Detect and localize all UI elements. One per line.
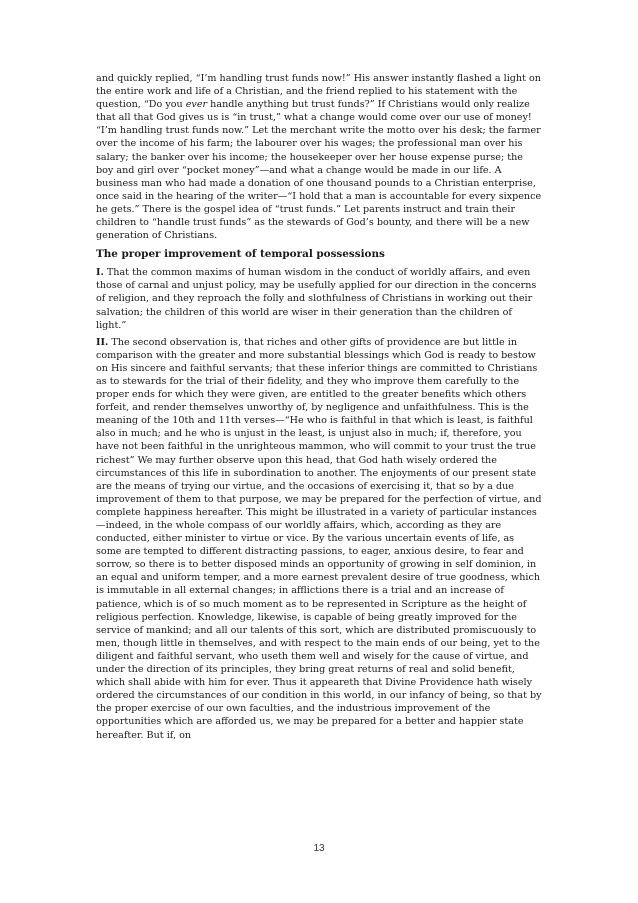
paragraph-text: The second observation is, that riches and other gifts of providence are but little in comparison with the greater and more substantial blessings which God is ready to bestow on His sincere and faithful servants; that these inferior things are committed to Christians as to stewards for the trial of their fidelity, and they who improve them carefully to the proper ends for which they were given, are entitled to the greater benefits which others forfeit, and render themselves unworthy of, by negligence and unfaithfulness. This is the meaning of the 10th and 11th verses—“He who is faithful in that which is least, is faithful also in much; and he who is unjust in the least, is unjust also in much; if, therefore, you have not been faithful in the unrighteous mammon, who will commit to your trust the true richest” We may further observe upon this head, that God hath wisely ordered the circumstances of this life in subordination to another. The enjoyments of our present state are the means of trying our virtue, and the occasions of exercising it, that so by a due improvement of them to that purpose, we may be prepared for the perfection of virtue, and complete happiness hereafter. This might be illustrated in a variety of particular instances—indeed, in the whole compass of our worldly affairs, which, according as they are conducted, either minister to virtue or vice. By the various uncertain events of life, as some are tempted to different distracting passions, to eager, anxious desire, to fear and sorrow, so there is to better disposed minds an opportunity of growing in self dominion, in an equal and uniform temper, and a more earnest prevalent desire of true goodness, which is immutable in all external changes; in afflictions there is a trial and an increase of patience, which is of so much moment as to be represented in Scripture as the height of religious perfection. Knowledge, likewise, is capable of being greatly improved for the service of mankind; and all our talents of this sort, which are distributed promiscuously to men, though little in themselves, and with respect to the main ends of our being, yet to the diligent and faithful servant, who useth them well and wisely for the cause of virtue, and under the direction of its principles, they bring great returns of real and solid benefit, which shall abide with him for ever. Thus it appeareth that Divine Providence hath wisely ordered the circumstances of our condition in this world, in our infancy of being, so that by the proper exercise of our own faculties, and the industrious improvement of the opportunities which are afforded us, we may be prepared for a better and happier state hereafter. But if, on — [96, 336, 542, 741]
paragraph-point-one — [96, 266, 542, 331]
point-number: I. — [96, 267, 104, 279]
paragraph-text: That the common maxims of human wisdom in the conduct of worldly affairs, and even those of carnal and unjust policy, may be usefully applied for our direction in the concerns of religion, and they reproach the folly and slothfulness of Christians in working out their salvation; the children of this world are wiser in their generation than the children of light.” — [96, 267, 537, 331]
paragraph-point-two — [96, 336, 542, 742]
paragraph-trust-funds — [96, 72, 542, 242]
page-number: 13 — [313, 843, 325, 854]
paragraph-text-continued: handle anything but trust funds?” If Christians would only realize that all that God gives us is “in trust,” what a change would come over our use of money! “I’m handling trust funds now.” Let the merchant write the motto over his desk; the farmer over the income of his farm; the labourer over his wages; the professional man over his salary; the banker over his income; the housekeeper over her house expense purse; the boy and girl over “pocket money”—and what a change would be made in our life. A business man who had made a donation of one thousand pounds to a Christian enterprise, once said in the hearing of the writer—“I hold that a man is accountable for every sixpence he gets.” There is the gospel idea of “trust funds.” Let parents instruct and train their children to “handle trust funds” as the stewards of God’s bounty, and there will be a new generation of Christians. — [96, 99, 542, 242]
document-page — [96, 72, 542, 746]
paragraph-text: and quickly replied, “I’m handling trust funds now!” His answer instantly flashed a light on the entire work and life of a Christian, and the friend replied to his statement with the question, “Do you — [96, 73, 541, 111]
point-number: II. — [96, 336, 109, 348]
section-heading: The proper improvement of temporal possessions — [96, 248, 385, 261]
emphasis-word: ever — [185, 99, 208, 111]
